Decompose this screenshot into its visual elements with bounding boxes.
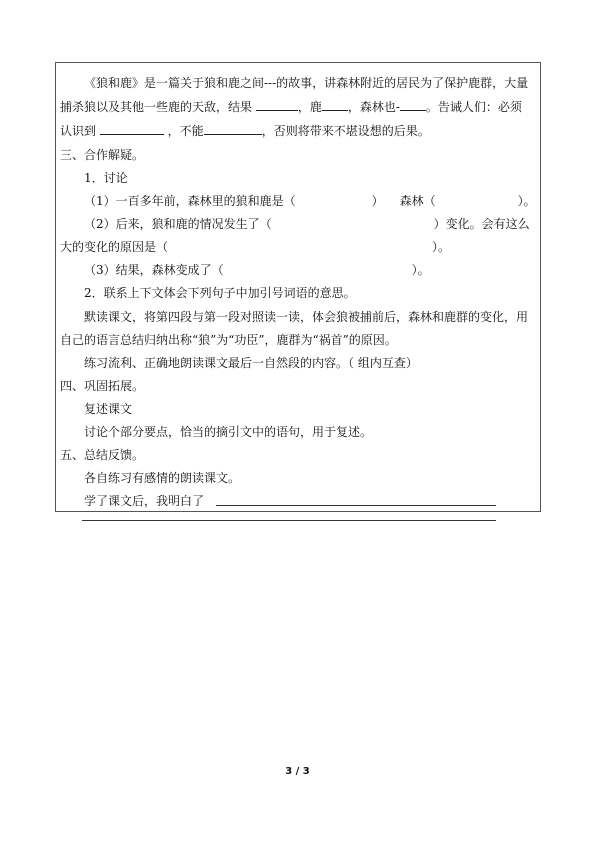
text-line: [84, 424, 554, 440]
text-line: [84, 285, 554, 301]
paragraph-text: 练习流利、正确地朗读课文最后一自然段的内容。（ 组内互查）: [84, 356, 418, 370]
heading-text: 五、总结反馈。: [60, 448, 145, 462]
text-segment: ，森林也-: [347, 100, 400, 114]
item-text: 复述课文: [84, 402, 133, 416]
text-segment: 。告诫人们：必须: [425, 100, 522, 114]
paragraph-text: 自己的语言总结归纳出称“狼”为“功臣”，鹿群为“祸首”的原因。: [60, 333, 397, 347]
answer-line[interactable]: [82, 520, 496, 521]
text-line: [60, 99, 530, 115]
page-number: 3 / 3: [285, 766, 310, 777]
fill-blank[interactable]: [322, 99, 348, 111]
text-line: [84, 401, 554, 417]
text-line: [84, 355, 554, 371]
text-segment: 捕杀狼以及其他一些鹿的天敌，结果: [60, 100, 253, 114]
section-heading: [60, 147, 530, 163]
text-line: [84, 75, 554, 91]
text-segment: ）。: [411, 263, 430, 277]
text-segment: 认识到: [60, 124, 97, 138]
section-heading: [60, 447, 530, 463]
text-line: [60, 123, 530, 139]
text-line: [60, 332, 530, 348]
text-segment: （1）一百多年前，森林里的狼和鹿是（: [84, 194, 296, 208]
heading-text: 三、合作解疑。: [60, 148, 145, 162]
text-line: [84, 170, 554, 186]
text-segment: （2）后来，狼和鹿的情况发生了（: [84, 217, 272, 231]
section-heading: [60, 378, 530, 394]
text-segment: ，不能: [167, 124, 204, 138]
paragraph-text: 各自练习有感情的朗读课文。: [84, 471, 241, 485]
text-line: [84, 193, 554, 209]
fill-blank[interactable]: [256, 99, 298, 111]
item-text: 1．讨论: [84, 171, 128, 185]
text-line: [60, 239, 530, 255]
text-line: [84, 493, 554, 509]
text-line: [84, 262, 554, 278]
fill-blank[interactable]: [400, 99, 426, 111]
text-segment: ，否则将带来不堪设想的后果。: [261, 124, 430, 138]
answer-line[interactable]: [216, 505, 496, 506]
heading-text: 四、巩固拓展。: [60, 379, 145, 393]
text-line: [84, 470, 554, 486]
text-line: [84, 309, 554, 325]
text-segment: 大的变化的原因是（: [60, 240, 169, 254]
text-segment: ）。: [517, 194, 536, 208]
text-segment: ）变化。会有这么: [433, 217, 530, 231]
paragraph-text: 《狼和鹿》是一篇关于狼和鹿之间---的故事，讲森林附近的居民为了保护鹿群，大量: [84, 76, 529, 90]
fill-blank[interactable]: [100, 123, 164, 135]
text-segment: ）: [371, 194, 384, 208]
text-segment: 森林（: [399, 194, 436, 208]
text-segment: ）。: [432, 240, 451, 254]
text-line: [84, 216, 554, 232]
text-segment: ，鹿: [297, 100, 322, 114]
text-segment: （3）结果，森林变成了（: [84, 263, 224, 277]
paragraph-text: 默读课文，将第四段与第一段对照读一读，体会狼被捕前后，森林和鹿群的变化，用: [84, 310, 529, 324]
item-text: 2．联系上下文体会下列句子中加引号词语的意思。: [84, 286, 356, 300]
prompt-text: 学了课文后，我明白了: [84, 494, 205, 508]
fill-blank[interactable]: [204, 123, 262, 135]
paragraph-text: 讨论个部分要点，恰当的摘引文中的语句，用于复述。: [84, 425, 373, 439]
